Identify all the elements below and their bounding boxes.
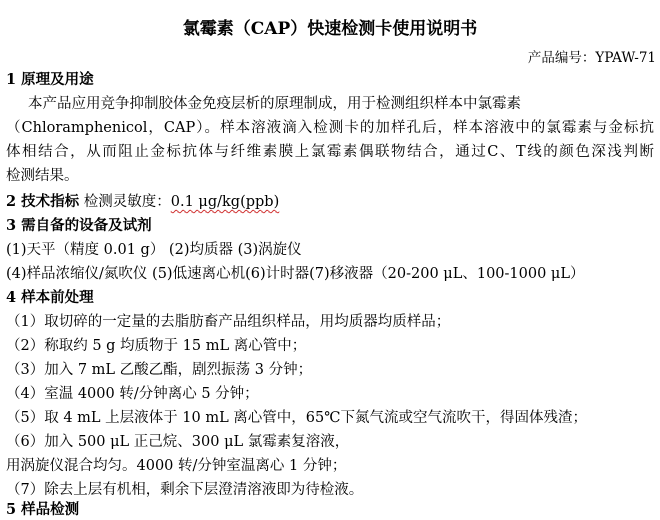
section-heading: 4 样本前处理 [6,289,94,306]
section-heading: 3 需自备的设备及试剂 [6,217,152,234]
procedure-step: （1）取切碎的一定量的去脂肪畜产品组织样品，用均质器均质样品； [6,314,451,330]
section-heading: 1 原理及用途 [6,71,94,88]
section-heading: 2 技术指标 [6,193,80,210]
paragraph-line: 体相结合，从而阻止金标抗体与纤维素膜上氯霉素偶联物结合，通过C、T线的颜色深浅判断 [6,144,654,160]
procedure-step: 用涡旋仪混合均匀。4000 转/分钟室温离心 1 分钟； [6,458,347,474]
procedure-step: （7）除去上层有机相，剩余下层澄清溶液即为待检液。 [6,482,364,498]
paragraph-line: 本产品应用竞争抑制胶体金免疫层析的原理制成，用于检测组织样本中氯霉素 [28,96,521,112]
section-heading: 5 样品检测 [6,501,80,518]
paragraph-line: 检测结果。 [6,168,79,184]
procedure-step: （6）加入 500 μL 正己烷、300 μL 氯霉素复溶液， [6,434,350,450]
equipment-line: (4)样品浓缩仪/氮吹仪 (5)低速离心机(6)计时器(7)移液器（20-200 μL、100-1000 μL） [6,266,585,282]
sensitivity-value: 0.1 μg/kg(ppb) [170,194,280,210]
product-code: 产品编号：YPAW-71 [527,50,656,66]
tech-spec-line [6,192,279,212]
sensitivity-label: 检测灵敏度： [83,194,171,210]
procedure-step: （4）室温 4000 转/分钟离心 5 分钟； [6,386,259,402]
equipment-line: (1)天平（精度 0.01 g） (2)均质器 (3)涡旋仪 [6,242,302,258]
procedure-step: （3）加入 7 mL 乙酸乙酯，剧烈振荡 3 分钟； [6,362,313,378]
procedure-step: （5）取 4 mL 上层液体于 10 mL 离心管中，65℃下氮气流或空气流吹干，得固体残渣； [6,410,587,426]
paragraph-line: （Chloramphenicol，CAP）。样本溶液滴入检测卡的加样孔后，样本溶液中的氯霉素与金标抗 [6,120,654,136]
document-title: 氯霉素（CAP）快速检测卡使用说明书 [182,19,478,39]
procedure-step: （2）称取约 5 g 均质物于 15 mL 离心管中； [6,338,307,354]
